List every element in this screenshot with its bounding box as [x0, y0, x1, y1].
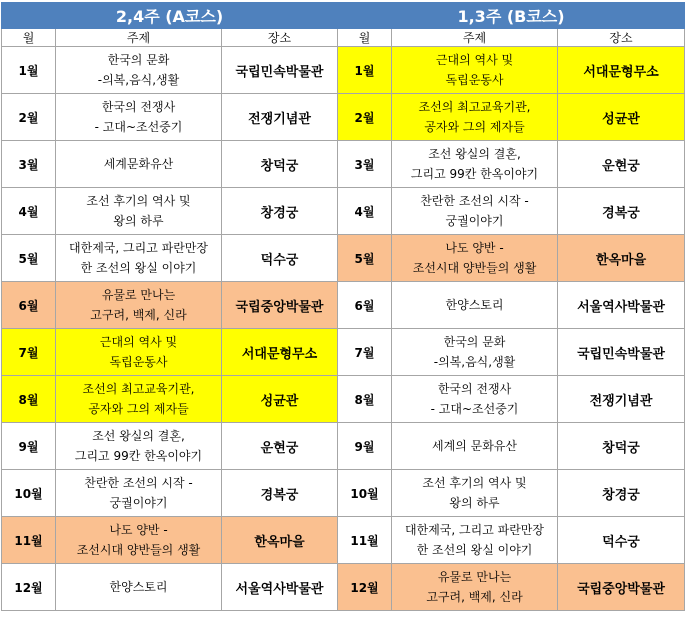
table-row [2, 188, 685, 235]
topic-cell-a [56, 188, 222, 235]
header-topic-b: 주제 [392, 29, 558, 47]
topic-cell-a [56, 517, 222, 564]
topic-line: 대한제국, 그리고 파란만장 [69, 241, 208, 255]
place-cell-a: 경복궁 [222, 470, 338, 517]
topic-line: 한국의 전쟁사 [437, 382, 512, 396]
topic-line: 궁궐이야기 [109, 496, 168, 510]
topic-cell-b [392, 235, 558, 282]
topic-line: 왕의 하루 [113, 214, 164, 228]
topic-line: 조선 후기의 역사 및 [422, 476, 527, 490]
topic-line: 찬란한 조선의 시작 - [84, 476, 193, 490]
place-cell-b: 한옥마을 [558, 235, 685, 282]
month-cell-a: 6월 [2, 282, 56, 329]
place-cell-a: 성균관 [222, 376, 338, 423]
topic-line: 세계문화유산 [103, 157, 174, 171]
month-cell-b: 6월 [338, 282, 392, 329]
topic-cell-b [392, 282, 558, 329]
table-row [2, 47, 685, 94]
place-cell-a: 창경궁 [222, 188, 338, 235]
topic-line: 근대의 역사 및 [435, 53, 514, 67]
month-cell-a: 10월 [2, 470, 56, 517]
month-cell-a: 12월 [2, 564, 56, 611]
topic-cell-a [56, 329, 222, 376]
place-cell-a: 국립민속박물관 [222, 47, 338, 94]
topic-line: 그리고 99칸 한옥이야기 [410, 167, 539, 181]
place-cell-b: 창덕궁 [558, 423, 685, 470]
topic-cell-b [392, 517, 558, 564]
table-row [2, 423, 685, 470]
topic-cell-a [56, 94, 222, 141]
schedule-table [1, 2, 685, 611]
month-cell-a: 9월 [2, 423, 56, 470]
topic-line: 한국의 문화 [443, 335, 506, 349]
topic-cell-a [56, 423, 222, 470]
course-banner-row [2, 3, 685, 29]
month-cell-a: 3월 [2, 141, 56, 188]
topic-line: 찬란한 조선의 시작 - [420, 194, 529, 208]
table-row [2, 94, 685, 141]
topic-cell-b [392, 423, 558, 470]
schedule-body [2, 47, 685, 611]
topic-line: 나도 양반 - [109, 523, 168, 537]
place-cell-a: 국립중앙박물관 [222, 282, 338, 329]
place-cell-b: 경복궁 [558, 188, 685, 235]
month-cell-b: 3월 [338, 141, 392, 188]
topic-line: 한국의 문화 [107, 53, 170, 67]
header-topic-a: 주제 [56, 29, 222, 47]
place-cell-a: 서울역사박물관 [222, 564, 338, 611]
place-cell-a: 서대문형무소 [222, 329, 338, 376]
topic-line: 왕의 하루 [449, 496, 500, 510]
place-cell-a: 한옥마을 [222, 517, 338, 564]
month-cell-b: 10월 [338, 470, 392, 517]
table-row [2, 282, 685, 329]
place-cell-b: 국립중앙박물관 [558, 564, 685, 611]
month-cell-a: 4월 [2, 188, 56, 235]
table-row [2, 141, 685, 188]
topic-line: 근대의 역사 및 [99, 335, 178, 349]
topic-line: 고구려, 백제, 신라 [90, 308, 187, 322]
month-cell-a: 8월 [2, 376, 56, 423]
topic-line: 세계의 문화유산 [432, 439, 517, 453]
table-row [2, 517, 685, 564]
topic-line: 한 조선의 왕실 이야기 [416, 543, 533, 557]
topic-cell-b [392, 470, 558, 517]
topic-line: 독립운동사 [109, 355, 168, 369]
topic-line: 조선 후기의 역사 및 [86, 194, 191, 208]
place-cell-a: 전쟁기념관 [222, 94, 338, 141]
header-month-a: 월 [2, 29, 56, 47]
topic-cell-a [56, 564, 222, 611]
place-cell-b: 창경궁 [558, 470, 685, 517]
topic-line: 공자와 그의 제자들 [424, 120, 525, 134]
header-month-b: 월 [338, 29, 392, 47]
topic-cell-a [56, 470, 222, 517]
topic-cell-b [392, 564, 558, 611]
topic-line: 독립운동사 [445, 73, 504, 87]
topic-line: -의복,음식,생활 [97, 73, 180, 87]
topic-cell-a [56, 141, 222, 188]
topic-line: 유물로 만나는 [101, 288, 176, 302]
month-cell-b: 5월 [338, 235, 392, 282]
topic-cell-b [392, 188, 558, 235]
topic-line: 한양스토리 [445, 298, 504, 312]
topic-line: - 고대~조선중기 [94, 120, 183, 134]
topic-cell-a [56, 376, 222, 423]
topic-cell-a [56, 47, 222, 94]
topic-cell-b [392, 376, 558, 423]
topic-cell-b [392, 94, 558, 141]
month-cell-b: 12월 [338, 564, 392, 611]
topic-line: 공자와 그의 제자들 [88, 402, 189, 416]
place-cell-a: 운현궁 [222, 423, 338, 470]
place-cell-b: 성균관 [558, 94, 685, 141]
table-row [2, 235, 685, 282]
topic-line: 그리고 99칸 한옥이야기 [74, 449, 203, 463]
place-cell-b: 운현궁 [558, 141, 685, 188]
month-cell-b: 9월 [338, 423, 392, 470]
topic-line: -의복,음식,생활 [433, 355, 516, 369]
month-cell-a: 1월 [2, 47, 56, 94]
topic-line: 조선시대 양반들의 생활 [412, 261, 537, 275]
month-cell-a: 2월 [2, 94, 56, 141]
place-cell-b: 국립민속박물관 [558, 329, 685, 376]
place-cell-b: 서대문형무소 [558, 47, 685, 94]
table-row [2, 470, 685, 517]
topic-line: 유물로 만나는 [437, 570, 512, 584]
topic-line: 한 조선의 왕실 이야기 [80, 261, 197, 275]
table-row [2, 329, 685, 376]
place-cell-b: 덕수궁 [558, 517, 685, 564]
table-row [2, 376, 685, 423]
month-cell-a: 7월 [2, 329, 56, 376]
month-cell-b: 11월 [338, 517, 392, 564]
topic-line: - 고대~조선중기 [430, 402, 519, 416]
topic-cell-b [392, 47, 558, 94]
column-header-row [2, 29, 685, 47]
topic-line: 나도 양반 - [445, 241, 504, 255]
course-a-title: 2,4주 (A코스) [2, 3, 338, 29]
month-cell-a: 11월 [2, 517, 56, 564]
month-cell-b: 1월 [338, 47, 392, 94]
place-cell-b: 서울역사박물관 [558, 282, 685, 329]
month-cell-b: 8월 [338, 376, 392, 423]
month-cell-b: 2월 [338, 94, 392, 141]
topic-line: 한양스토리 [109, 580, 168, 594]
topic-line: 대한제국, 그리고 파란만장 [405, 523, 544, 537]
place-cell-a: 덕수궁 [222, 235, 338, 282]
topic-line: 조선의 최고교육기관, [82, 382, 195, 396]
table-row [2, 564, 685, 611]
month-cell-a: 5월 [2, 235, 56, 282]
topic-cell-b [392, 141, 558, 188]
month-cell-b: 4월 [338, 188, 392, 235]
topic-cell-b [392, 329, 558, 376]
topic-cell-a [56, 235, 222, 282]
topic-line: 한국의 전쟁사 [101, 100, 176, 114]
place-cell-a: 창덕궁 [222, 141, 338, 188]
course-b-title: 1,3주 (B코스) [338, 3, 685, 29]
month-cell-b: 7월 [338, 329, 392, 376]
topic-line: 조선시대 양반들의 생활 [76, 543, 201, 557]
topic-cell-a [56, 282, 222, 329]
place-cell-b: 전쟁기념관 [558, 376, 685, 423]
header-place-a: 장소 [222, 29, 338, 47]
schedule-wrapper [1, 2, 684, 611]
topic-line: 조선 왕실의 결혼, [428, 147, 521, 161]
topic-line: 고구려, 백제, 신라 [426, 590, 523, 604]
topic-line: 조선의 최고교육기관, [418, 100, 531, 114]
header-place-b: 장소 [558, 29, 685, 47]
topic-line: 조선 왕실의 결혼, [92, 429, 185, 443]
topic-line: 궁궐이야기 [445, 214, 504, 228]
